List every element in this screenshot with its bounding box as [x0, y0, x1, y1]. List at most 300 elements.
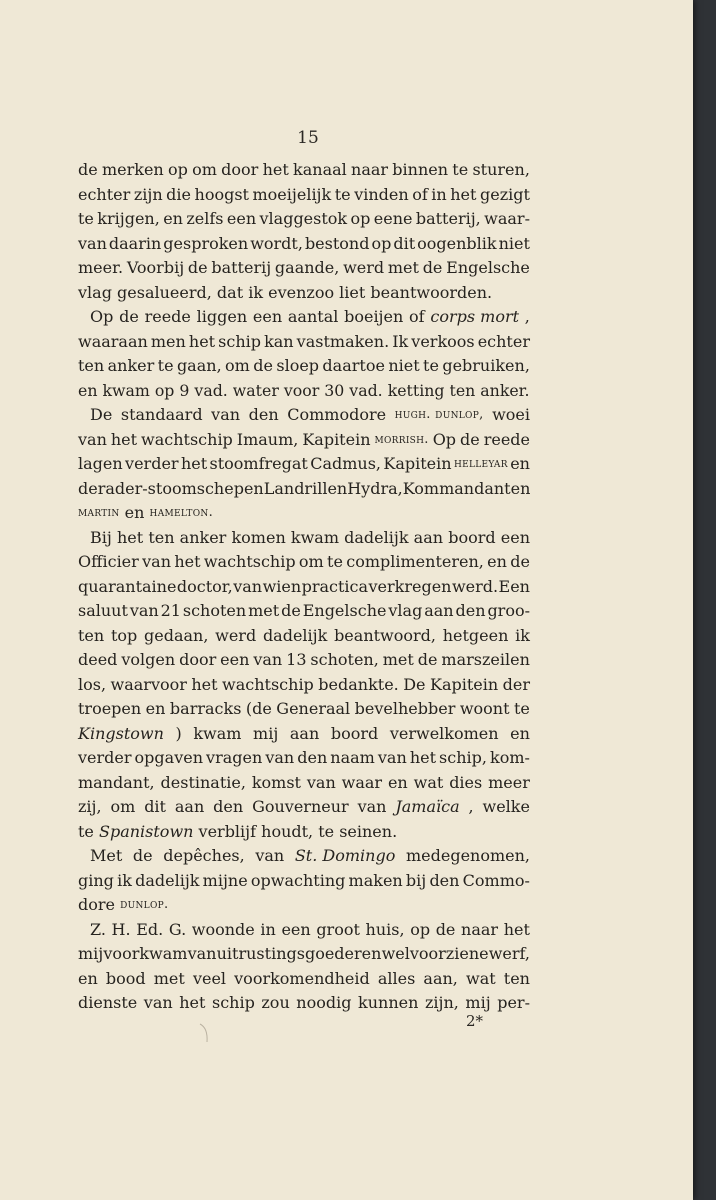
word: de — [435, 919, 456, 939]
word: Hydra, — [347, 478, 403, 498]
word: in — [260, 919, 276, 939]
word: dies — [449, 772, 483, 792]
word: men — [150, 331, 186, 351]
text-line — [78, 158, 530, 183]
word: zij, — [78, 797, 102, 816]
word: ten — [148, 527, 175, 547]
word: Imaum, — [236, 429, 299, 449]
word: dadelijk — [344, 527, 409, 547]
text-line — [78, 403, 530, 428]
word: kunnen — [358, 993, 419, 1012]
word: vinden — [354, 184, 409, 204]
word: den — [455, 601, 486, 620]
word: bood — [105, 968, 146, 988]
word: sturen, — [472, 160, 530, 179]
word: wachtschip — [141, 429, 233, 449]
word: het — [503, 919, 530, 939]
word: en — [510, 723, 530, 743]
word: dit — [144, 797, 166, 816]
word: en — [487, 552, 507, 571]
word: van — [233, 576, 263, 596]
word: waar — [341, 772, 383, 792]
word: der — [502, 674, 530, 694]
word: reede — [144, 307, 191, 326]
word: van — [377, 748, 407, 767]
word: Engelsche — [302, 601, 387, 620]
word: bedankte. — [318, 674, 399, 694]
word: mij — [465, 993, 491, 1012]
word: het — [188, 331, 216, 351]
word: om — [298, 552, 324, 571]
word: te — [334, 184, 351, 204]
word: complimenteren, — [346, 552, 484, 571]
text-line — [78, 232, 530, 257]
word: vragen — [206, 748, 263, 767]
word: mandant, — [78, 772, 155, 792]
word: wordt, — [250, 233, 303, 253]
word: binnen — [392, 160, 449, 179]
word: een — [252, 307, 283, 326]
text-line — [78, 477, 530, 502]
word: kom- — [490, 748, 530, 767]
word: en — [327, 478, 348, 498]
word: de — [460, 429, 480, 449]
word: wat — [413, 772, 444, 792]
body-text — [78, 158, 530, 1016]
word: te — [157, 356, 174, 375]
word: mij — [78, 944, 104, 963]
word: met — [387, 258, 419, 277]
word: en — [163, 209, 183, 228]
word: en — [124, 503, 145, 522]
word: van — [265, 748, 295, 767]
word: een — [226, 209, 257, 228]
word: aan, — [423, 968, 458, 988]
word: anker — [179, 527, 227, 547]
word: van — [253, 650, 283, 669]
word: troepen — [78, 699, 142, 718]
word: het — [262, 160, 289, 179]
word: om — [225, 356, 250, 375]
word: gezigt — [479, 184, 530, 204]
text-line — [78, 893, 530, 918]
word: verkregen — [368, 576, 452, 596]
word: batterij — [211, 258, 272, 277]
word: los, — [78, 674, 107, 694]
word: het — [116, 527, 144, 547]
word: de — [417, 650, 438, 669]
word: de — [253, 356, 273, 375]
text-line — [78, 942, 530, 967]
word: Engelsche — [446, 258, 530, 277]
word: aan — [413, 527, 444, 547]
text-line — [78, 624, 530, 649]
word: te — [78, 209, 94, 228]
text-line — [78, 330, 530, 355]
small-caps-name: hugh. dunlop, — [394, 407, 484, 422]
text-line — [78, 820, 530, 845]
word: ) — [175, 723, 182, 743]
word: Z. — [90, 919, 106, 939]
word: en — [510, 454, 530, 473]
word: dadelijk — [135, 870, 200, 890]
word: boord — [330, 723, 379, 743]
word: 13 — [286, 650, 307, 669]
word: per- — [497, 993, 530, 1012]
word: werd. — [451, 576, 499, 596]
text-line — [78, 673, 530, 698]
word: verder — [78, 748, 132, 767]
word: den — [213, 797, 244, 816]
word: de — [510, 552, 530, 571]
word: zelfs — [186, 209, 224, 228]
word: ten — [78, 625, 105, 645]
word: boord — [448, 527, 496, 547]
small-caps-name: hamelton. — [149, 505, 214, 520]
text-line — [78, 501, 530, 526]
word: op — [350, 209, 371, 228]
word: het — [450, 184, 477, 204]
word: het — [409, 748, 437, 767]
word: te — [423, 356, 439, 375]
word: merken — [101, 160, 164, 179]
word: dadelijk — [262, 625, 328, 645]
word: de — [78, 160, 98, 179]
word: de — [132, 846, 153, 865]
word: met — [382, 650, 414, 669]
word: maken — [348, 870, 403, 890]
word: ik — [515, 625, 530, 645]
word: in — [431, 184, 447, 204]
text-line — [78, 771, 530, 796]
word: meer. — [78, 258, 124, 277]
word: naam — [330, 748, 375, 767]
word: van — [255, 846, 285, 865]
word: quarantaine — [78, 576, 177, 596]
word: en — [78, 968, 98, 988]
word: marszeilen — [441, 650, 530, 669]
ink-smudge — [198, 1022, 212, 1044]
word: welke — [482, 797, 530, 816]
word: het — [191, 674, 218, 694]
word: den — [429, 870, 460, 890]
word: practica — [301, 576, 369, 596]
word: standaard — [120, 405, 203, 424]
word: Voorbij — [126, 258, 185, 277]
word: aan — [424, 601, 454, 620]
text-line — [78, 746, 530, 771]
word: het — [174, 552, 201, 571]
word: hetgeen — [442, 625, 509, 645]
word: sloep — [276, 356, 320, 375]
word: of — [412, 184, 428, 204]
word: beantwoord, — [334, 625, 436, 645]
italic-term: Kingstown — [78, 723, 164, 743]
word: door — [221, 160, 259, 179]
text-line — [78, 256, 530, 281]
word: van — [129, 601, 159, 620]
word: medegenomen, — [405, 846, 530, 865]
word: zijn, — [424, 993, 459, 1012]
text-line — [78, 869, 530, 894]
word: (de — [245, 699, 272, 718]
word: het — [110, 429, 138, 449]
word: Kommandanten — [402, 478, 531, 498]
text-segment: en kwam op 9 vad. water voor 30 vad. ketting ten anker. — [78, 380, 530, 400]
word: krijgen, — [97, 209, 160, 228]
word: werd — [343, 258, 385, 277]
word: kwam — [193, 723, 242, 743]
word: De — [90, 405, 113, 424]
word: kwam — [290, 527, 339, 547]
page-number: 15 — [297, 128, 319, 148]
word: van — [211, 405, 241, 424]
word: de — [281, 601, 301, 620]
word: mij — [253, 723, 279, 743]
word: te — [327, 552, 343, 571]
word: de — [78, 478, 98, 498]
word: vlaggestok — [259, 209, 348, 228]
word: wachtschip — [222, 674, 314, 694]
word: bestond — [304, 233, 370, 253]
word: Commo- — [462, 870, 530, 890]
word: Gouverneur — [252, 797, 349, 816]
word: verwelkomen — [389, 723, 499, 743]
word: top — [110, 625, 138, 645]
word: opgaven — [134, 748, 204, 767]
word: ging — [78, 870, 114, 890]
word: schip, — [439, 748, 487, 767]
italic-term: Jamaïca — [395, 797, 460, 816]
word: Kapitein — [383, 454, 452, 473]
word: zou — [261, 993, 290, 1012]
word: met — [248, 601, 280, 620]
word: ten — [503, 968, 530, 988]
italic-term: Spanistown — [99, 821, 194, 841]
word: dienste — [78, 993, 138, 1012]
text-line — [78, 967, 530, 992]
word: om — [110, 797, 136, 816]
small-caps-name: morrish. — [374, 431, 429, 447]
text-line — [78, 428, 530, 453]
word: van — [187, 944, 217, 963]
word: huis, — [365, 919, 405, 939]
word: kanaal — [293, 160, 347, 179]
word: vlag — [388, 601, 423, 620]
word: doctor, — [176, 576, 233, 596]
word: die — [166, 184, 191, 204]
word: werf, — [488, 944, 530, 963]
word: daarin — [108, 233, 162, 253]
word: schip — [218, 331, 261, 351]
text-line — [78, 526, 530, 551]
word: om — [192, 160, 217, 179]
word: gesproken — [163, 233, 249, 253]
word: boeijen — [344, 307, 404, 326]
word: anker — [107, 356, 155, 375]
word: gebruiken, — [442, 356, 530, 375]
word: verder — [125, 454, 179, 473]
word: naar — [461, 919, 499, 939]
word: de — [187, 258, 208, 277]
word: ik — [117, 870, 132, 890]
word: en — [387, 772, 408, 792]
word: destinatie, — [160, 772, 246, 792]
word: moeijelijk — [252, 184, 332, 204]
word: voorkomendheid — [234, 968, 370, 988]
word: wachtschip — [203, 552, 296, 571]
word: van — [142, 552, 171, 571]
word: komst — [251, 772, 301, 792]
word: hoogst — [194, 184, 249, 204]
word: welvoorziene — [381, 944, 489, 963]
word: Kapitein — [429, 674, 499, 694]
word: opwachting — [250, 870, 346, 890]
word: Cadmus, — [310, 454, 382, 473]
word: met — [153, 968, 185, 988]
word: noodig — [296, 993, 352, 1012]
word: uitrustingsgoederen — [216, 944, 382, 963]
text-segment: vlag gesalueerd, dat ik evenzoo liet beantwoorden. — [78, 282, 493, 302]
word: Een — [498, 576, 530, 596]
word: waarvoor — [110, 674, 187, 694]
word: reede — [483, 429, 530, 449]
word: bevelhebber — [354, 699, 456, 718]
word: daartoe — [322, 356, 385, 375]
word: gedaan, — [143, 625, 209, 645]
word: kan — [264, 331, 294, 351]
text-line — [78, 575, 530, 600]
text-line — [78, 354, 530, 379]
word: veel — [192, 968, 227, 988]
word: Op — [432, 429, 457, 449]
word: een — [500, 527, 530, 547]
italic-term: corps mort — [430, 307, 520, 326]
word: H. — [111, 919, 131, 939]
text-line — [78, 599, 530, 624]
word: Generaal — [276, 699, 351, 718]
word: op — [371, 233, 392, 253]
word: en — [145, 699, 166, 718]
word: depêches, — [163, 846, 245, 865]
word: mijne — [202, 870, 248, 890]
word: het — [179, 993, 206, 1012]
word: Commodore — [287, 405, 387, 424]
word: Landrill — [263, 478, 328, 498]
text-line — [78, 281, 530, 306]
word: gaan, — [176, 356, 222, 375]
text-line — [78, 183, 530, 208]
word: op — [167, 160, 188, 179]
word: Ik — [392, 331, 409, 351]
word: van — [143, 993, 173, 1012]
word: komen — [231, 527, 286, 547]
small-caps-name: martin — [78, 505, 120, 520]
word: de — [422, 258, 443, 277]
word: aantal — [287, 307, 339, 326]
word: op — [410, 919, 431, 939]
word: alles — [377, 968, 416, 988]
text-line — [78, 379, 530, 404]
word: aan — [289, 723, 320, 743]
word: wat — [466, 968, 496, 988]
text-line — [78, 697, 530, 722]
word: een — [281, 919, 311, 939]
text-line — [78, 305, 530, 330]
word: door — [179, 650, 217, 669]
word: van — [78, 233, 107, 253]
word: batterij, — [415, 209, 481, 228]
word: Op — [90, 307, 114, 326]
word: liggen — [196, 307, 248, 326]
word: woonde — [191, 919, 255, 939]
text-line — [78, 648, 530, 673]
word: echter — [78, 184, 131, 204]
word: dore — [78, 895, 115, 914]
word: volgen — [121, 650, 176, 669]
signature-mark: 2* — [466, 1012, 484, 1030]
word: aan — [174, 797, 205, 816]
word: een — [220, 650, 250, 669]
word: de — [119, 307, 139, 326]
word: zijn — [133, 184, 163, 204]
word: den — [248, 405, 279, 424]
word: oogenblik — [417, 233, 497, 253]
word: Met — [90, 846, 123, 865]
word: verkoos — [411, 331, 475, 351]
word: dit — [393, 233, 416, 253]
text-line — [78, 207, 530, 232]
word: groo- — [487, 601, 530, 620]
word: te — [78, 821, 94, 841]
word: te — [452, 160, 469, 179]
word: De — [403, 674, 426, 694]
word: van — [78, 429, 107, 449]
word: Officier — [78, 552, 139, 571]
word: niet — [388, 356, 420, 375]
word: schoten — [182, 601, 247, 620]
word: bij — [405, 870, 427, 890]
word: Ed. — [136, 919, 164, 939]
word: niet — [498, 233, 530, 253]
word: wien — [262, 576, 302, 596]
word: deed — [78, 650, 118, 669]
text-line — [78, 550, 530, 575]
word: barracks — [169, 699, 242, 718]
word: schoten, — [310, 650, 379, 669]
word: van — [306, 772, 336, 792]
word: ten — [78, 356, 105, 375]
text-line — [78, 795, 530, 820]
text-segment: verblijf houdt, te seinen. — [198, 821, 398, 841]
word: voorkwam — [103, 944, 188, 963]
word: rader-stoomschepen — [97, 478, 264, 498]
text-line — [78, 452, 530, 477]
text-line — [78, 991, 530, 1016]
word: waaraan — [78, 331, 148, 351]
word: meer — [488, 772, 530, 792]
word: schip — [211, 993, 255, 1012]
word: of — [409, 307, 425, 326]
word: van — [357, 797, 387, 816]
word: waar- — [484, 209, 530, 228]
word: eene — [373, 209, 413, 228]
small-caps-name: helleyar — [453, 456, 508, 471]
word: vastmaken. — [296, 331, 390, 351]
word: lagen — [78, 454, 123, 473]
word: woont — [459, 699, 510, 718]
word: werd — [215, 625, 257, 645]
